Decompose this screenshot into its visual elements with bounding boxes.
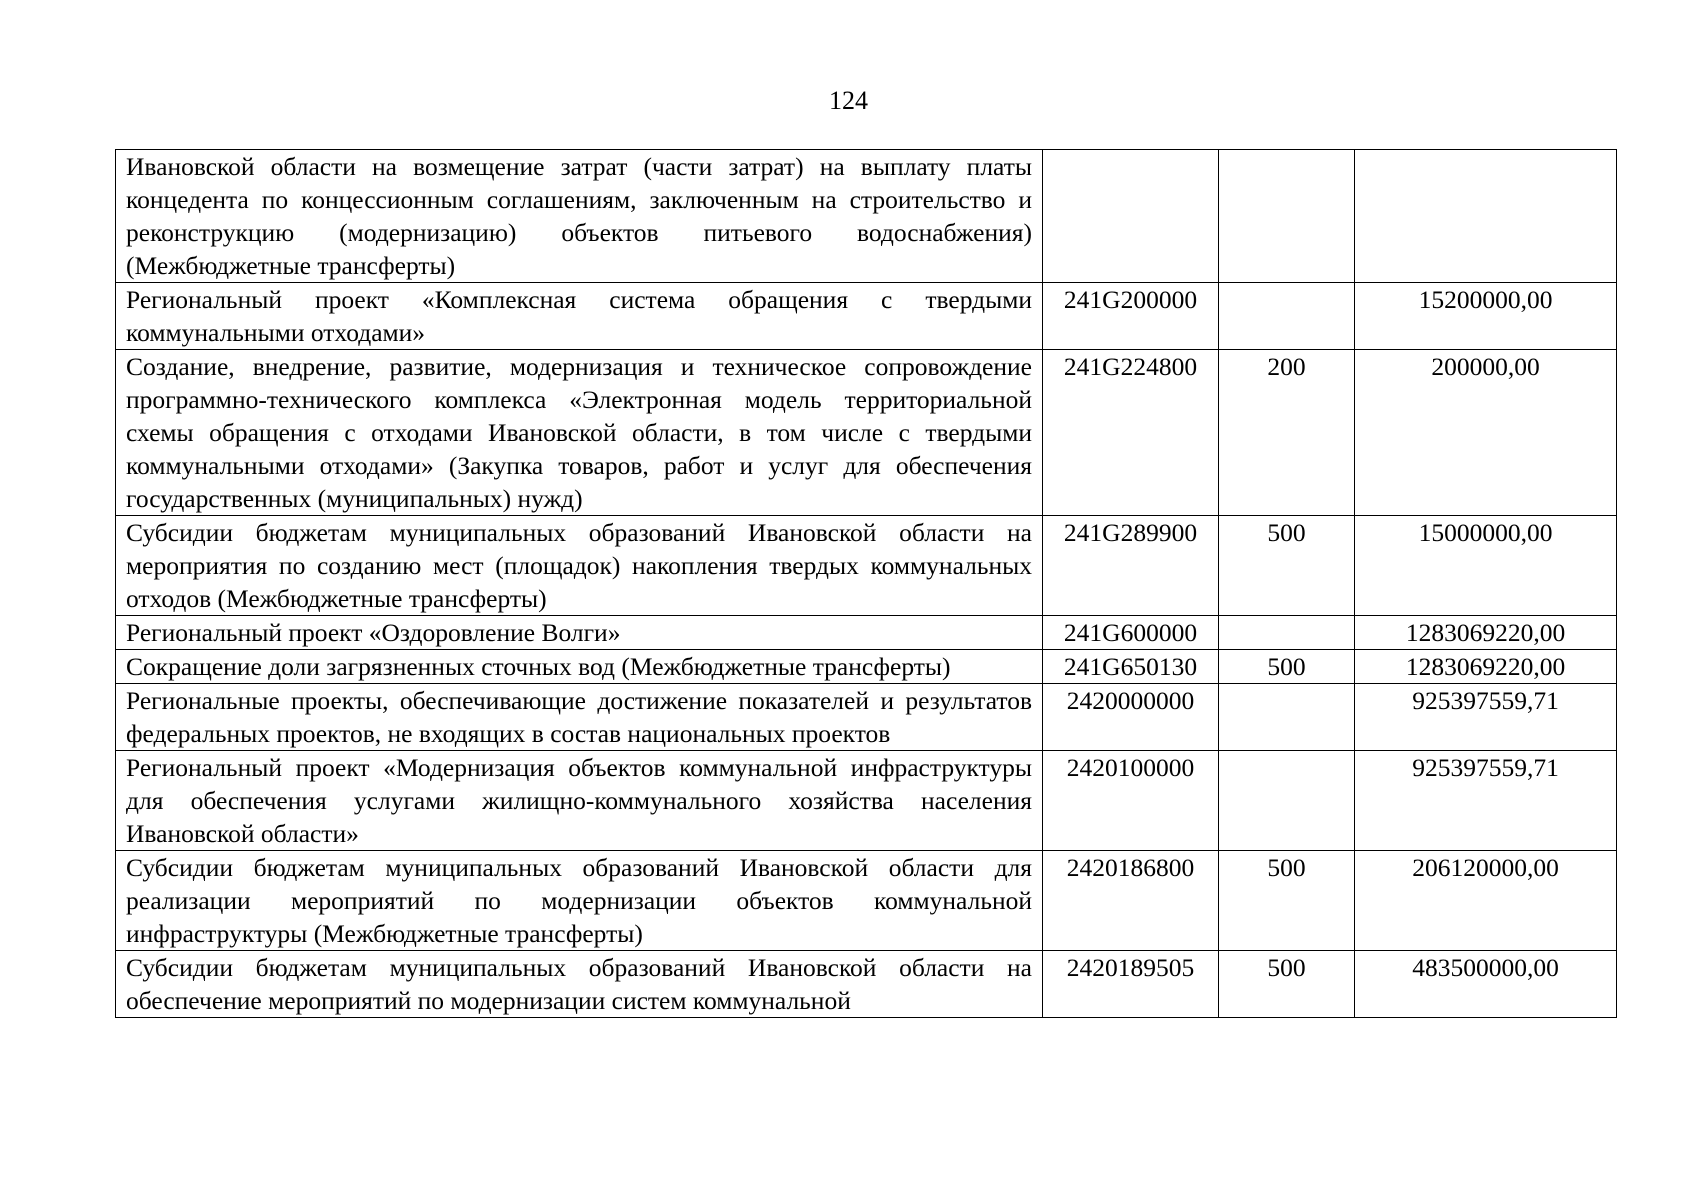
row-amount: 200000,00 — [1355, 350, 1617, 516]
row-expense-type: 500 — [1219, 951, 1355, 1018]
row-amount: 15000000,00 — [1355, 516, 1617, 616]
row-description — [116, 951, 1043, 1018]
row-description — [116, 751, 1043, 851]
row-amount: 925397559,71 — [1355, 684, 1617, 751]
table-row — [116, 751, 1617, 851]
row-expense-type: 200 — [1219, 350, 1355, 516]
row-description-text: Сокращение доли загрязненных сточных вод (Межбюджетные трансферты) — [126, 652, 951, 681]
table-row — [116, 951, 1617, 1018]
row-amount: 1283069220,00 — [1355, 616, 1617, 650]
budget-table — [115, 149, 1617, 1018]
row-code: 2420189505 — [1043, 951, 1219, 1018]
row-description-text: Региональный проект «Комплексная система обращения с твердыми коммунальными отходами» — [126, 285, 1032, 347]
table-row — [116, 684, 1617, 751]
row-description — [116, 684, 1043, 751]
row-code: 2420186800 — [1043, 851, 1219, 951]
row-description-text: Региональный проект «Оздоровление Волги» — [126, 618, 621, 647]
row-expense-type — [1219, 751, 1355, 851]
table-row — [116, 650, 1617, 684]
row-description-text: Субсидии бюджетам муниципальных образований Ивановской области на обеспечение мероприятий по модернизации систем коммунальной — [126, 953, 1032, 1015]
row-description-text: Ивановской области на возмещение затрат (части затрат) на выплату платы концедента по концессионным соглашениям, заключенным на строительство и реконструкцию (модернизацию) объектов питьевого водоснабжения) (Межбюджетные трансферты) — [126, 152, 1032, 280]
row-description-text: Региональный проект «Модернизация объектов коммунальной инфраструктуры для обеспечения услугами жилищно-коммунального хозяйства населения Ивановской области» — [126, 753, 1032, 848]
table-row — [116, 851, 1617, 951]
row-amount: 15200000,00 — [1355, 283, 1617, 350]
row-description-text: Субсидии бюджетам муниципальных образований Ивановской области на мероприятия по созданию мест (площадок) накопления твердых коммунальных отходов (Межбюджетные трансферты) — [126, 518, 1032, 613]
row-expense-type — [1219, 616, 1355, 650]
row-code: 2420000000 — [1043, 684, 1219, 751]
row-expense-type — [1219, 283, 1355, 350]
row-amount: 483500000,00 — [1355, 951, 1617, 1018]
row-expense-type — [1219, 150, 1355, 283]
row-code: 241G200000 — [1043, 283, 1219, 350]
row-code: 241G224800 — [1043, 350, 1219, 516]
table-row — [116, 350, 1617, 516]
row-code: 2420100000 — [1043, 751, 1219, 851]
row-expense-type — [1219, 684, 1355, 751]
row-amount: 1283069220,00 — [1355, 650, 1617, 684]
page-number: 124 — [829, 86, 868, 115]
row-expense-type: 500 — [1219, 516, 1355, 616]
row-amount — [1355, 150, 1617, 283]
row-description — [116, 350, 1043, 516]
row-code: 241G289900 — [1043, 516, 1219, 616]
row-amount: 925397559,71 — [1355, 751, 1617, 851]
row-description — [116, 516, 1043, 616]
row-description — [116, 851, 1043, 951]
table-row — [116, 516, 1617, 616]
row-code: 241G650130 — [1043, 650, 1219, 684]
row-description — [116, 283, 1043, 350]
row-description — [116, 650, 1043, 684]
row-expense-type: 500 — [1219, 851, 1355, 951]
table-row — [116, 150, 1617, 283]
row-description-text: Субсидии бюджетам муниципальных образований Ивановской области для реализации мероприятий по модернизации объектов коммунальной инфраструктуры (Межбюджетные трансферты) — [126, 853, 1032, 948]
row-description-text: Создание, внедрение, развитие, модернизация и техническое сопровождение программно-технического комплекса «Электронная модель территориальной схемы обращения с отходами Ивановской области, в том числе с твердыми коммунальными отходами» (Закупка товаров, работ и услуг для обеспечения государственных (муниципальных) нужд) — [126, 352, 1032, 513]
row-description — [116, 150, 1043, 283]
row-amount: 206120000,00 — [1355, 851, 1617, 951]
row-code — [1043, 150, 1219, 283]
table-row — [116, 616, 1617, 650]
row-description-text: Региональные проекты, обеспечивающие достижение показателей и результатов федеральных проектов, не входящих в состав национальных проектов — [126, 686, 1032, 748]
table-row — [116, 283, 1617, 350]
row-description — [116, 616, 1043, 650]
row-code: 241G600000 — [1043, 616, 1219, 650]
row-expense-type: 500 — [1219, 650, 1355, 684]
